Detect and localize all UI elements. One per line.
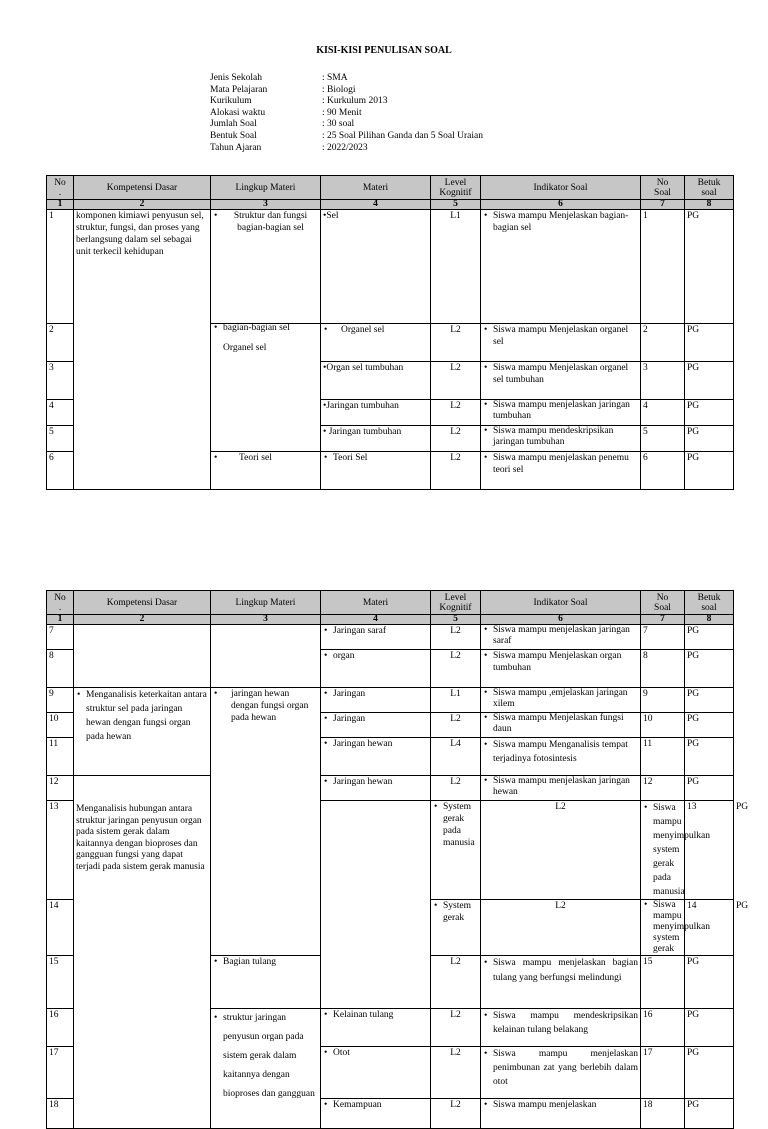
no-soal-cell: 5 [641, 426, 685, 452]
meta-value: : SMA [322, 73, 348, 83]
bullet-icon: • [323, 211, 327, 221]
header-bentuk-soal: Betuk soal [685, 591, 734, 615]
header-materi: Materi [321, 176, 431, 200]
level-cell: L1 [431, 688, 481, 713]
materi-cell: •Organ sel tumbuhan [321, 362, 431, 400]
header-indikator-soal: Indikator Soal [481, 591, 641, 615]
materi-cell: • Jaringan [321, 713, 431, 738]
lingkup-item: • Struktur dan fungsi bagian-bagian sel [213, 210, 318, 234]
meta-row [210, 85, 483, 97]
indikator-cell: • Siswa mampu mendeskripsikan kelainan tulang belakang [481, 1009, 641, 1047]
row-no: 6 [47, 452, 74, 490]
no-soal-cell: 16 [641, 1009, 685, 1047]
indikator-cell: • Siswa mampu Menjelaskan organ tumbuhan [481, 650, 641, 688]
bentuk-soal-cell: PG [685, 400, 734, 426]
meta-row [210, 143, 483, 155]
header-no-soal: No Soal [641, 176, 685, 200]
no-soal-cell: 6 [641, 452, 685, 490]
meta-row [210, 96, 483, 108]
indikator-cell: • Siswa mampu Menjelaskan fungsi daun [481, 713, 641, 738]
column-number: 7 [641, 200, 685, 210]
no-soal-cell: 12 [641, 776, 685, 801]
meta-row [210, 131, 483, 143]
row-no: 3 [47, 362, 74, 400]
row-no: 7 [47, 625, 74, 650]
table-row: 14 • System gerak L2 • Siswa mampu menyimpulkan system gerak 14 PG [47, 900, 734, 956]
indikator-cell: • Siswa mampu menyimpulkan system gerak [641, 900, 685, 956]
no-soal-cell: 2 [641, 324, 685, 362]
lingkup-item: • struktur jaringan penyusun organ pada sistem gerak dalam kaitannya dengan bioproses dan gangguan [213, 1009, 318, 1104]
column-number: 6 [481, 615, 641, 625]
row-no: 14 [47, 900, 74, 956]
lingkup-materi-cell [211, 688, 321, 956]
bentuk-soal-cell: PG [685, 362, 734, 400]
level-cell: L2 [481, 900, 641, 956]
header-row [47, 176, 734, 200]
row-no: 8 [47, 650, 74, 688]
indikator-cell: • Siswa mampu menyimpulkan system gerak pada manusia [641, 801, 685, 900]
no-soal-cell: 17 [641, 1047, 685, 1099]
row-no: 18 [47, 1099, 74, 1129]
header-no: No . [47, 176, 74, 200]
materi-cell: •Jaringan tumbuhan [321, 400, 431, 426]
row-no: 13 [47, 801, 74, 900]
materi-cell: • Organel sel [321, 324, 431, 362]
materi-cell: • Kelainan tulang [321, 1009, 431, 1047]
materi-cell: • organ [321, 650, 431, 688]
materi-cell: •Sel [321, 210, 431, 324]
row-no: 12 [47, 776, 74, 801]
no-soal-cell: 7 [641, 625, 685, 650]
no-soal-cell: 11 [641, 738, 685, 776]
meta-key: Jenis Sekolah [210, 73, 262, 83]
materi-cell: • Teori Sel [321, 452, 431, 490]
indikator-cell: • Siswa mampu mendeskripsikan jaringan tumbuhan [481, 426, 641, 452]
bentuk-soal-cell: PG [685, 776, 734, 801]
meta-value: : Kurkulum 2013 [322, 96, 388, 107]
indikator-cell: • Siswa mampu menjelaskan penemu teori sel [481, 452, 641, 490]
materi-cell: • Jaringan tumbuhan [321, 426, 431, 452]
indikator-cell: • Siswa mampu Menjelaskan bagian-bagian sel [481, 210, 641, 324]
row-no: 9 [47, 688, 74, 713]
lingkup-item: • jaringan hewan dengan fungsi organ pada hewan [213, 688, 318, 724]
header-kompetensi-dasar: Kompetensi Dasar [74, 176, 211, 200]
no-soal-cell: 10 [641, 713, 685, 738]
bentuk-soal-cell: PG [685, 452, 734, 490]
header-level-kognitif: Level Kognitif [431, 591, 481, 615]
no-soal-cell: 8 [641, 650, 685, 688]
kompetensi-dasar-cell: • Menganalisis keterkaitan antara struktur sel pada jaringan hewan dengan fungsi organ pada hewan [74, 688, 211, 776]
level-cell: L2 [431, 1009, 481, 1047]
materi-cell: • Kemampuan [321, 1099, 431, 1129]
meta-key: Alokasi waktu [210, 107, 266, 118]
row-no: 15 [47, 956, 74, 1009]
column-number: 1 [47, 200, 74, 210]
table-row [47, 688, 734, 713]
lingkup-materi-cell [211, 452, 321, 490]
no-soal-cell: 4 [641, 400, 685, 426]
column-number: 5 [431, 615, 481, 625]
document-metadata [210, 73, 483, 154]
header-no-soal: No Soal [641, 591, 685, 615]
level-cell: L2 [481, 801, 641, 900]
level-cell: L2 [431, 625, 481, 650]
header-materi: Materi [321, 591, 431, 615]
header-row [47, 591, 734, 615]
level-cell: L2 [431, 650, 481, 688]
no-soal-cell: 14 [685, 900, 734, 956]
column-number: 8 [685, 615, 734, 625]
indikator-cell: • Siswa mampu menjelaskan jaringan saraf [481, 625, 641, 650]
level-cell: L2 [431, 400, 481, 426]
meta-row [210, 108, 483, 120]
bentuk-soal-cell: PG [685, 1099, 734, 1129]
meta-value: : Biologi [322, 84, 356, 95]
lingkup-materi-cell [211, 210, 321, 324]
level-cell: L2 [431, 1047, 481, 1099]
bentuk-soal-cell: PG [685, 956, 734, 1009]
indikator-cell: • Siswa mampu menjelaskan [481, 1099, 641, 1129]
level-cell: L2 [431, 426, 481, 452]
meta-value: : 2022/2023 [322, 142, 368, 153]
bentuk-soal-cell: PG [685, 1047, 734, 1099]
header-bentuk-soal: Betuk soal [685, 176, 734, 200]
bullet-icon: • [323, 401, 327, 411]
bentuk-soal-cell: PG [685, 738, 734, 776]
kompetensi-dasar-cell: komponen kimiawi penyusun sel, struktur, fungsi, dan proses yang berlangsung dalam sel sebagai unit terkecil kehidupan [74, 210, 211, 490]
indikator-cell: • Siswa mampu menjelaskan jaringan hewan [481, 776, 641, 801]
meta-key: Jumlah Soal [210, 119, 257, 130]
table-row: 13 • System gerak pada manusia L2 • Siswa mampu menyimpulkan system gerak pada manusia 13 PG [47, 801, 734, 900]
materi-cell: • System gerak [431, 900, 481, 956]
no-soal-cell: 15 [641, 956, 685, 1009]
level-cell: L2 [431, 324, 481, 362]
column-number: 8 [685, 200, 734, 210]
bentuk-soal-cell: PG [685, 324, 734, 362]
table-row [47, 210, 734, 324]
materi-cell: • Bagian tulang [211, 956, 321, 1009]
level-cell: L2 [431, 362, 481, 400]
no-soal-cell: 9 [641, 688, 685, 713]
meta-key: Bentuk Soal [210, 130, 257, 141]
materi-cell: • System gerak pada manusia [431, 801, 481, 900]
bentuk-soal-cell: PG [685, 625, 734, 650]
meta-value: : 25 Soal Pilihan Ganda dan 5 Soal Uraian [322, 130, 483, 141]
indikator-cell: • Siswa mampu menjelaskan jaringan tumbuhan [481, 400, 641, 426]
meta-key: Mata Pelajaran [210, 84, 268, 95]
bentuk-soal-cell: PG [685, 650, 734, 688]
document-title: KISI-KISI PENULISAN SOAL [316, 45, 452, 56]
column-number: 4 [321, 615, 431, 625]
header-lingkup-materi: Lingkup Materi [211, 176, 321, 200]
row-no: 2 [47, 324, 74, 362]
level-cell: L2 [431, 956, 481, 1009]
column-number: 4 [321, 200, 431, 210]
level-cell: L1 [431, 210, 481, 324]
level-cell: L2 [431, 776, 481, 801]
bullet-icon: • [323, 427, 327, 437]
row-no: 10 [47, 713, 74, 738]
bentuk-soal-cell: PG [685, 1009, 734, 1047]
column-number: 3 [211, 200, 321, 210]
materi-cell: • Otot [321, 1047, 431, 1099]
header-level-kognitif: Level Kognitif [431, 176, 481, 200]
column-number: 7 [641, 615, 685, 625]
meta-value: : 30 soal [322, 119, 355, 130]
row-no: 16 [47, 1009, 74, 1047]
column-number-row [47, 615, 734, 625]
meta-row [210, 73, 483, 85]
table-row [47, 776, 734, 801]
kompetensi-dasar-cell: Menganalisis hubungan antara struktur jaringan penyusun organ pada sistem gerak dalam kaitannya dengan bioproses dan gangguan fungsi yang dapat terjadi pada sistem gerak manusia [74, 776, 211, 1129]
indikator-cell: • Siswa mampu Menjelaskan organel sel [481, 324, 641, 362]
no-soal-cell: 3 [641, 362, 685, 400]
table-row [47, 625, 734, 650]
lingkup-materi-cell [321, 801, 431, 1009]
materi-cell: • Jaringan hewan [321, 738, 431, 776]
kisi-table-2 [46, 590, 749, 1129]
lingkup-materi-cell [211, 324, 321, 452]
column-number: 5 [431, 200, 481, 210]
meta-value: : 90 Menit [322, 107, 362, 118]
level-cell: L2 [431, 452, 481, 490]
kompetensi-dasar-cell [74, 625, 211, 688]
meta-key: Tahun Ajaran [210, 142, 262, 153]
indikator-cell: • Siswa mampu Menganalisis tempat terjadinya fotosintesis [481, 738, 641, 776]
header-indikator-soal: Indikator Soal [481, 176, 641, 200]
meta-row [210, 119, 483, 131]
bentuk-soal-cell: PG [685, 210, 734, 324]
header-lingkup-materi: Lingkup Materi [211, 591, 321, 615]
row-no: 17 [47, 1047, 74, 1099]
column-number: 3 [211, 615, 321, 625]
level-cell: L2 [431, 713, 481, 738]
header-no: No . [47, 591, 74, 615]
row-no: 5 [47, 426, 74, 452]
materi-cell: • Jaringan saraf [321, 625, 431, 650]
materi-cell: • Jaringan [321, 688, 431, 713]
kisi-table-1 [46, 175, 734, 490]
level-cell: L2 [431, 1099, 481, 1129]
lingkup-materi-cell [211, 1009, 321, 1129]
header-kompetensi-dasar: Kompetensi Dasar [74, 591, 211, 615]
bentuk-soal-cell: PG [685, 713, 734, 738]
column-number: 1 [47, 615, 74, 625]
level-cell: L4 [431, 738, 481, 776]
lingkup-item: • Teori sel [213, 452, 318, 464]
no-soal-cell: 13 [685, 801, 734, 900]
meta-key: Kurikulum [210, 96, 252, 107]
column-number-row [47, 200, 734, 210]
lingkup-materi-cell [211, 625, 321, 688]
row-no: 1 [47, 210, 74, 324]
indikator-cell: • Siswa mampu menjelaskan penimbunan zat yang berlebih dalam otot [481, 1047, 641, 1099]
no-soal-cell: 18 [641, 1099, 685, 1129]
lingkup-item: • bagian-bagian sel Organel sel [213, 318, 318, 358]
row-no: 4 [47, 400, 74, 426]
column-number: 2 [74, 200, 211, 210]
indikator-cell: • Siswa mampu ,emjelaskan jaringan xilem [481, 688, 641, 713]
row-no: 11 [47, 738, 74, 776]
bentuk-soal-cell: PG [685, 426, 734, 452]
column-number: 6 [481, 200, 641, 210]
indikator-cell: • Siswa mampu menjelaskan bagian tulang yang berfungsi melindungi [481, 956, 641, 1009]
bentuk-soal-cell: PG [685, 688, 734, 713]
column-number: 2 [74, 615, 211, 625]
materi-cell: • Jaringan hewan [321, 776, 431, 801]
bullet-icon: • [323, 363, 327, 373]
indikator-cell: • Siswa mampu Menjelaskan organel sel tumbuhan [481, 362, 641, 400]
no-soal-cell: 1 [641, 210, 685, 324]
